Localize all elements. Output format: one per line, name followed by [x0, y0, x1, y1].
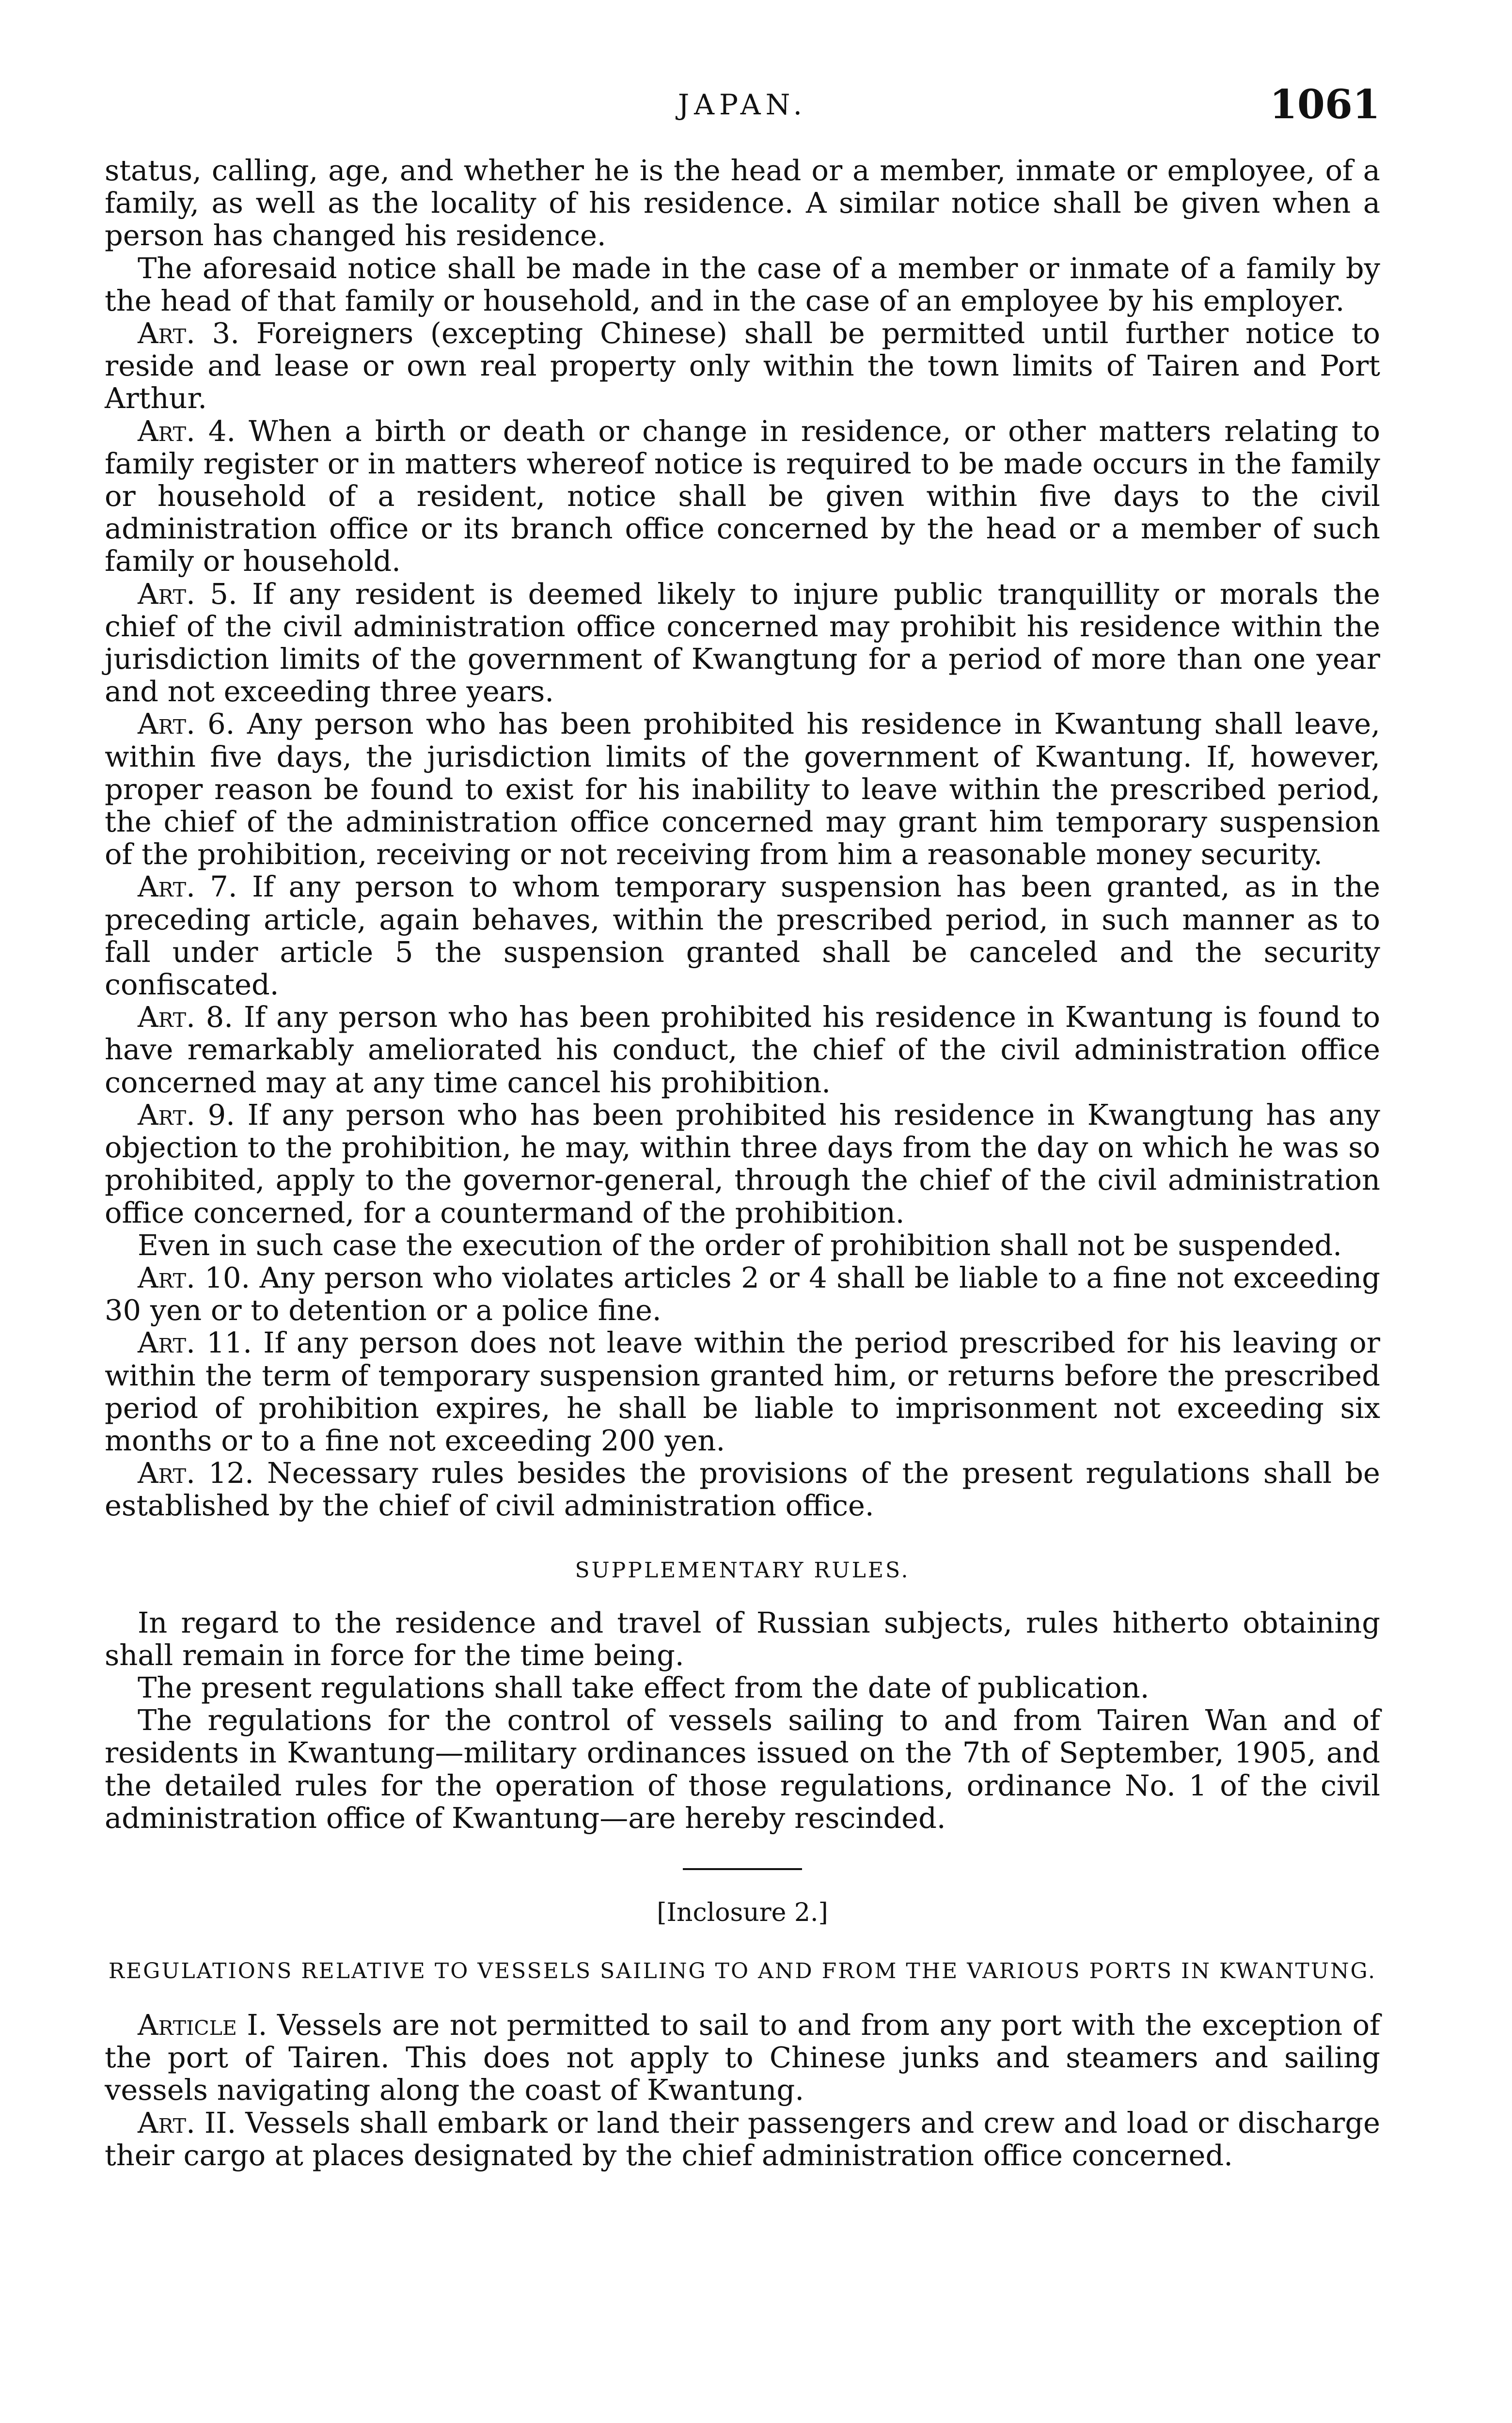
article-11 — [105, 1326, 1380, 1457]
supplementary-paragraph-1: In regard to the residence and travel of Russian subjects, rules hitherto obtaining shall remain in force for the time being. — [105, 1605, 1380, 1672]
supplementary-paragraph-2: The present regulations shall take effect from the date of publication. — [138, 1670, 1150, 1704]
regulation-article-2 — [105, 2107, 1380, 2171]
section-divider — [683, 1868, 802, 1870]
article-3 — [105, 317, 1380, 415]
article-label: Art. 3. — [138, 316, 239, 350]
article-text: When a birth or death or change in residence, or other matters relating to family register or in matters whereof notice is required to be made occurs in the family or household of a resident, notice shall be given within five days to the civil administration office or its branch office concerned by the head or a member of such family or household. — [105, 414, 1380, 578]
article-12 — [105, 1457, 1380, 1522]
article-7 — [105, 870, 1380, 1001]
article-label: Art. 11. — [138, 1326, 252, 1360]
article-text: Necessary rules besides the provisions of the present regulations shall be established by the chief of civil administration office. — [105, 1456, 1380, 1523]
article-label: Art. II. — [138, 2106, 236, 2140]
article-4 — [105, 415, 1380, 578]
article-text: Any person who violates articles 2 or 4 shall be liable to a fine not exceeding 30 yen or to detention or a police fine. — [105, 1260, 1380, 1327]
body-text — [105, 154, 1380, 2171]
article-text: If any person who has been prohibited his residence in Kwantung is found to have remarkably ameliorated his conduct, the chief of the civil administration office concerned may at any time cancel his prohibition. — [105, 1000, 1380, 1099]
supplementary-rules-heading: SUPPLEMENTARY RULES. — [575, 1558, 910, 1583]
regulations-title: REGULATIONS RELATIVE TO VESSELS SAILING TO AND FROM THE VARIOUS PORTS IN KWANTUNG. — [108, 1958, 1377, 1983]
article-text: Any person who has been prohibited his residence in Kwantung shall leave, within five days, the jurisdiction limits of the government of Kwantung. If, however, proper reason be found to exist for his inability to leave within the prescribed period, the chief of the administration office concerned may grant him temporary suspension of the prohibition, receiving or not receiving from him a reasonable money security. — [105, 707, 1380, 871]
article-label: Art. 4. — [138, 414, 236, 448]
article-text: If any resident is deemed likely to injure public tranquillity or morals the chief of the civil administration office concerned may prohibit his residence within the jurisdiction limits of the government of Kwangtung for a period of more than one year and not exceeding three years. — [105, 577, 1380, 708]
article-8 — [105, 1001, 1380, 1099]
article-text: If any person who has been prohibited his residence in Kwangtung has any objection to the prohibition, he may, within three days from the day on which he was so prohibited, apply to the governor-general, through the chief of the civil administration office concerned, for a countermand of the prohibition. — [105, 1098, 1381, 1229]
opening-paragraph-2: The aforesaid notice shall be made in the case of a member or inmate of a family by the head of that family or household, and in the case of an employee by his employer. — [105, 251, 1380, 317]
page-header — [105, 81, 1380, 128]
article-label: Art. 5. — [138, 577, 237, 611]
article-text: If any person to whom temporary suspension has been granted, as in the preceding article, again behaves, within the prescribed period, in such manner as to fall under article 5 the suspension granted shall be canceled and the security confiscated. — [105, 870, 1380, 1002]
opening-paragraph-1: status, calling, age, and whether he is the head or a member, inmate or employee, of a family, as well as the locality of his residence. A similar notice shall be given when a person has changed his residence. — [105, 154, 1380, 252]
regulation-article-1 — [105, 2009, 1380, 2107]
article-9-continuation: Even in such case the execution of the order of prohibition shall not be suspended. — [138, 1228, 1342, 1262]
running-title: JAPAN. — [677, 88, 807, 121]
supplementary-paragraph-3: The regulations for the control of vessels sailing to and from Tairen Wan and of residents in Kwantung—military ordinances issued on the 7th of September, 1905, and the detailed rules for the operation of those regulations, ordinance No. 1 of the civil administration office of Kwantung—are hereby rescinded. — [105, 1703, 1380, 1835]
article-label: Art. 6. — [138, 707, 235, 741]
article-text: Vessels are not permitted to sail to and from any port with the exception of the port of Tairen. This does not apply to Chinese junks and steamers and sailing vessels navigating along the coast of Kwantung. — [105, 2008, 1380, 2107]
article-6 — [105, 708, 1380, 870]
article-text: Foreigners (excepting Chinese) shall be permitted until further notice to reside and lease or own real property only within the town limits of Tairen and Port Arthur. — [105, 316, 1380, 415]
article-label: Art. 10. — [138, 1260, 251, 1294]
page-number: 1061 — [1269, 81, 1380, 128]
article-9 — [105, 1099, 1380, 1229]
article-text: Vessels shall embark or land their passengers and crew and load or discharge their cargo at places designated by the chief administration office concerned. — [105, 2106, 1380, 2172]
article-10 — [105, 1261, 1380, 1326]
article-5 — [105, 578, 1380, 708]
article-label: Art. 8. — [138, 1000, 234, 1034]
article-label: Art. 12. — [138, 1456, 254, 1490]
article-label: Article I. — [138, 2008, 268, 2042]
article-label: Art. 7. — [138, 870, 237, 904]
article-label: Art. 9. — [138, 1098, 235, 1132]
inclosure-label: [Inclosure 2.] — [657, 1898, 828, 1927]
article-text: If any person does not leave within the period prescribed for his leaving or within the term of temporary suspension granted him, or returns before the prescribed period of prohibition expires, he shall be liable to imprisonment not exceeding six months or to a fine not exceeding 200 yen. — [105, 1326, 1380, 1457]
